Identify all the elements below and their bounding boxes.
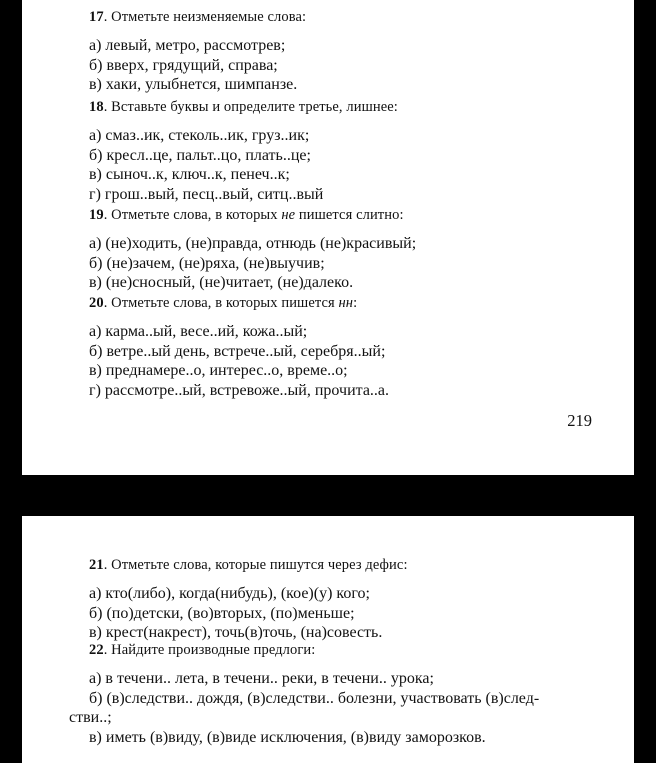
answer-option: б) вверх, грядущий, справа; (89, 56, 278, 74)
question-text: . Найдите производные предлоги: (103, 642, 316, 658)
emphasized-word: не (281, 207, 296, 223)
answer-option: в) преднамере..о, интерес..о, време..о; (89, 362, 348, 379)
question-17 (89, 8, 604, 95)
answer-option: б) (по)детски, (во)вторых, (по)меньше; (89, 604, 355, 622)
answer-option: б) (не)зачем, (не)ряха, (не)выучив; (89, 254, 325, 272)
page-number: 219 (567, 411, 592, 430)
question-number: 17 (89, 9, 104, 25)
question-18 (89, 98, 604, 204)
textbook-page-next (22, 516, 634, 763)
answer-option: б) ветре..ый день, встрече..ый, серебря..ый; (89, 342, 386, 360)
question-number: 22 (89, 642, 104, 658)
question-20 (89, 294, 604, 400)
question-heading (89, 641, 604, 659)
question-heading (89, 8, 604, 26)
question-21 (89, 556, 604, 643)
question-text: . Отметьте слова, которые пишутся через дефис: (103, 557, 408, 573)
question-text: . Отметьте слова, в которых пишется (103, 295, 339, 311)
answer-option: а) кто(либо), когда(нибудь), (кое)(у) кого; (89, 585, 370, 602)
question-number: 18 (89, 99, 104, 115)
answer-option: г) рассмотре..ый, встревоже..ый, прочита..а. (89, 381, 390, 399)
answer-option: в) крест(накрест), точь(в)точь, (на)совесть. (89, 624, 383, 641)
question-text: . Вставьте буквы и определите третье, лишнее: (103, 99, 398, 115)
question-number: 21 (89, 557, 104, 573)
textbook-page-219 (22, 0, 634, 475)
question-19 (89, 206, 604, 293)
answer-option: а) (не)ходить, (не)правда, отнюдь (не)красивый; (89, 235, 417, 252)
answer-option: а) левый, метро, рассмотрев; (89, 37, 286, 54)
answer-option: а) карма..ый, весе..ий, кожа..ый; (89, 323, 308, 340)
answer-option: в) хаки, улыбнется, шимпанзе. (89, 76, 298, 93)
question-text: . Отметьте слова, в которых (103, 207, 282, 223)
answer-option: в) иметь (в)виду, (в)виде исключения, (в)виду заморозков. (89, 728, 486, 746)
answer-option: б) (в)следстви.. дождя, (в)следстви.. болезни, участвовать (в)след- (89, 689, 540, 707)
question-heading (89, 206, 604, 224)
answer-option: в) сыноч..к, ключ..к, пенеч..к; (89, 166, 290, 183)
answer-option: г) грош..вый, песц..вый, ситц..вый (89, 185, 324, 203)
answer-option: в) (не)сносный, (не)читает, (не)далеко. (89, 274, 354, 291)
question-number: 20 (89, 295, 104, 311)
answer-option: а) в течени.. лета, в течени.. реки, в течени.. урока; (89, 670, 434, 687)
answer-option: б) кресл..це, пальт..цо, плать..це; (89, 146, 311, 164)
answer-option-continuation: стви..; (69, 709, 112, 726)
question-22 (69, 641, 604, 747)
question-text: : (353, 295, 358, 311)
question-number: 19 (89, 207, 104, 223)
question-heading (89, 294, 604, 312)
question-text: . Отметьте неизменяемые слова: (103, 9, 307, 25)
answer-option: а) смаз..ик, стеколь..ик, груз..ик; (89, 127, 310, 144)
question-text: пишется слитно: (295, 207, 404, 223)
question-heading (89, 556, 604, 574)
emphasized-word: нн (338, 295, 354, 311)
question-heading (89, 98, 604, 116)
